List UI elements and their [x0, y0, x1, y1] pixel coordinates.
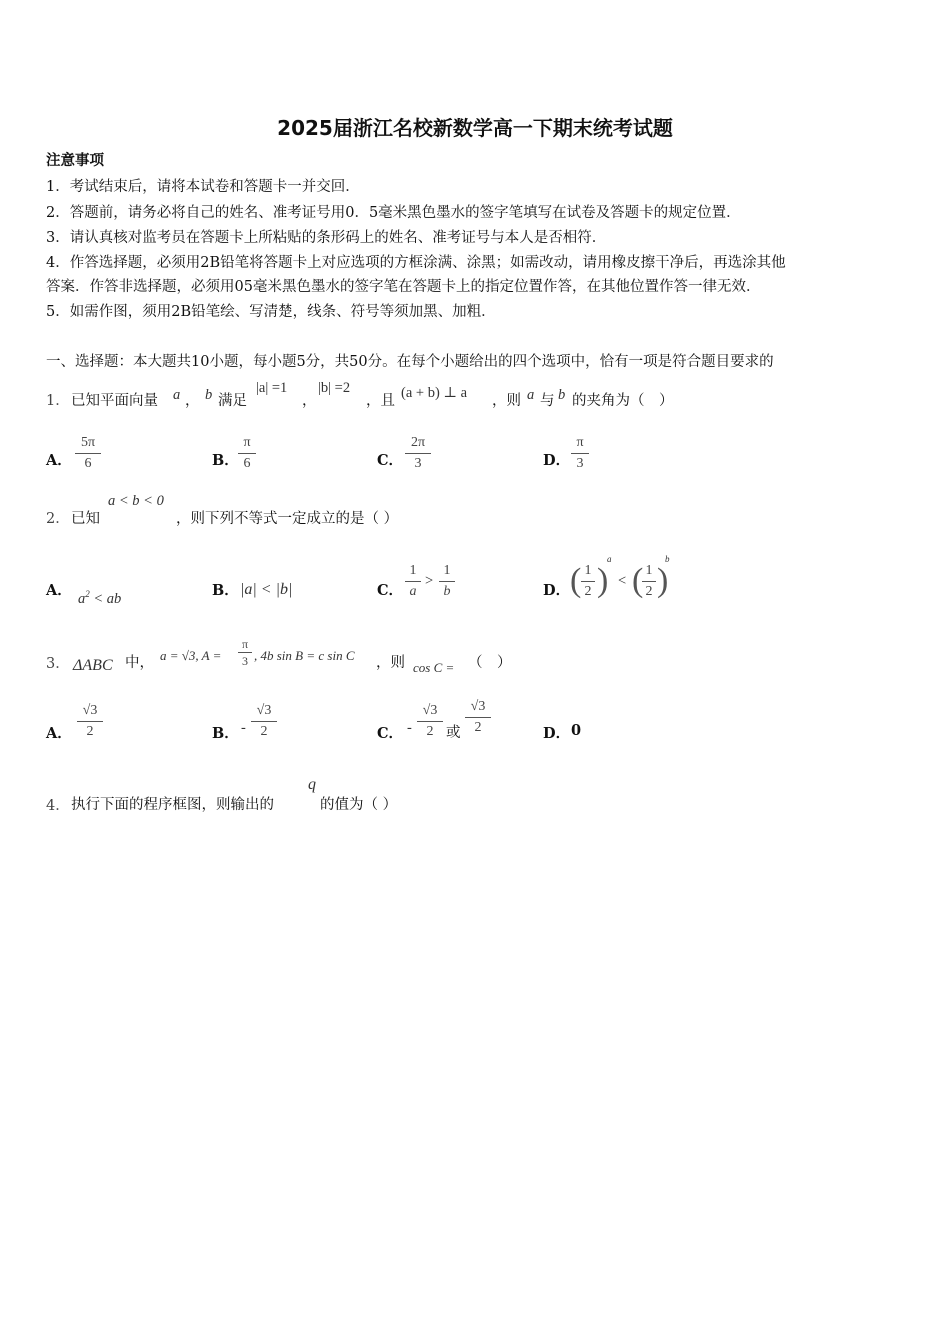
q2-number: 2． — [46, 511, 70, 527]
section-heading: 一、选择题：本大题共10小题，每小题5分，共50分。在每个小题给出的四个选项中，恰有一项是符合题目要求的 — [46, 354, 774, 370]
q3-option-a-label: A． — [46, 725, 72, 742]
q1-option-c-label: C． — [377, 452, 404, 469]
q1-option-a-value: 5π 6 — [75, 434, 101, 473]
q1-text-3: ，且 — [366, 393, 395, 409]
notice-item-1: 1．考试结束后，请将本试卷和答题卡一并交回． — [46, 179, 360, 195]
q2-condition: a < b < 0 — [108, 493, 164, 509]
q3-option-c-sign: - — [407, 720, 412, 736]
q3-option-c-or: 或 — [446, 725, 461, 741]
q2-option-d-label: D． — [543, 582, 571, 599]
q3-option-d-value: 0 — [571, 722, 582, 739]
q2-option-c-relation: > — [425, 573, 434, 589]
q4-var-q: q — [308, 776, 316, 793]
q1-cond-2: |b| =2 — [318, 380, 351, 396]
q3-condition-b: , 4b sin B = c sin C — [254, 648, 355, 663]
q2-option-b-value: |a| < |b| — [240, 581, 293, 598]
q1-option-b-value: π 6 — [238, 434, 256, 473]
q3-cos-c: cos C = — [413, 660, 455, 675]
q2-option-c-frac-1: 1 a — [405, 562, 421, 601]
q1-number: 1． — [46, 393, 70, 409]
q1-cond-3: (a + b) ⊥ a — [401, 385, 468, 401]
q1-text-1: 已知平面向量 — [71, 393, 158, 409]
q2-option-b-label: B． — [212, 582, 239, 599]
q3-option-c-value-2: √3 2 — [465, 698, 491, 737]
q1-comma: ， — [185, 393, 200, 409]
q2-option-a-value: $a^2$ < ab — [78, 589, 122, 607]
q1-text-5: 与 — [540, 393, 555, 409]
notice-item-4: 4．作答选择题，必须用2B铅笔将答题卡上对应选项的方框涂满、涂黑；如需改动，请用橡皮擦干净后，再选涂其他 — [46, 255, 786, 271]
q1-var-b2: b — [558, 387, 566, 403]
q4-text-1: 执行下面的程序框图，则输出的 — [71, 797, 274, 813]
q1-var-b: b — [205, 387, 213, 403]
q3-condition-a: a = √3, A = — [160, 648, 222, 663]
q3-triangle: ΔABC — [73, 657, 113, 674]
q3-option-a-value: √3 2 — [77, 702, 103, 741]
q3-option-c-value-1: √3 2 — [417, 702, 443, 741]
notice-item-4-cont: 答案．作答非选择题，必须用05毫米黑色墨水的签字笔在答题卡上的指定位置作答，在其他位置作答一律无效． — [46, 279, 761, 295]
q1-option-d-label: D． — [543, 452, 571, 469]
q1-option-c-value: 2π 3 — [405, 434, 431, 473]
q3-text-3: （ ） — [468, 655, 512, 671]
notice-heading: 注意事项 — [46, 152, 104, 169]
q3-number: 3． — [46, 656, 70, 672]
q1-option-a-label: A． — [46, 452, 72, 469]
q3-text-1: 中， — [125, 655, 154, 671]
q1-cond-1: |a| =1 — [256, 380, 288, 396]
q3-option-b-label: B． — [212, 725, 239, 742]
q1-text-4: ，则 — [492, 393, 521, 409]
q1-var-a: a — [173, 387, 181, 403]
q2-option-c-frac-2: 1 b — [439, 562, 455, 601]
q3-option-d-label: D． — [543, 725, 571, 742]
q1-text-2: 满足 — [218, 393, 247, 409]
q2-option-a-label: A． — [46, 582, 72, 599]
exam-page: 2025届浙江名校新数学高一下期末统考试题 注意事项 1．考试结束后，请将本试卷和答题卡一并交回． 2．答题前，请务必将自己的姓名、准考证号用0．5毫米黑色墨水的签字笔填写在试卷及答题卡的规定位置． 3．请认真核对监考员在答题卡上所粘贴的条形码上的姓名、准考证号与本人是否相符． 4．作答选择题，必须用2B铅笔将答题卡上对应选项的方框涂满、涂黑；如需改动，请用橡皮擦干净后，再选涂其他 答案．作答非选择题，必须用05毫米黑色墨水的签字笔在答题卡上的指定位置作答，在其他位置作答一律无效． 5．如需作图，须用2B铅笔绘、写清楚，线条、符号等须加黑、加粗． 一、选择题：本大题共10小题，每小题5分，共50分。在每个小题给出的四个选项中，恰有一项是符合题目要求的 1． 已知平面向量 a ， b 满足 |a| =1 ， |b| =2 ，且 (a + b) ⊥ a ，则 a 与 b 的夹角为（ ） A． 5π 6 B． π 6 C． 2π 3 D． π 3 2． 已知 a < b < 0 ，则下列不等式一定成立的是（ ） A． $a^2$ < ab B． |a| < |b| C． 1 a > 1 b D． ( 1 2 ) a < ( 1 2 ) b 3． ΔABC 中， a = √3, A = π 3 , 4b sin B = c sin C ，则 cos C = （ ） A． √3 2 B． - √3 2 C． - √3 2 或 √3 2 D． 0 4． 执行下面的程序框图，则输出的 q 的值为（ ） — [0, 0, 950, 1344]
q3-condition-angle: π 3 — [238, 637, 252, 668]
q1-option-d-value: π 3 — [571, 434, 589, 473]
q2-text-2: ，则下列不等式一定成立的是（ ） — [176, 511, 399, 527]
q2-option-c-label: C． — [377, 582, 404, 599]
q1-text-6: 的夹角为（ ） — [572, 393, 674, 409]
q3-option-b-sign: - — [241, 720, 246, 736]
page-title: 2025届浙江名校新数学高一下期末统考试题 — [277, 116, 673, 140]
q3-option-c-label: C． — [377, 725, 404, 742]
q4-number: 4． — [46, 798, 70, 814]
notice-item-2: 2．答题前，请务必将自己的姓名、准考证号用0．5毫米黑色墨水的签字笔填写在试卷及答题卡的规定位置． — [46, 205, 741, 221]
notice-item-5: 5．如需作图，须用2B铅笔绘、写清楚，线条、符号等须加黑、加粗． — [46, 304, 496, 320]
q3-option-b-value: √3 2 — [251, 702, 277, 741]
q1-var-a2: a — [527, 387, 535, 403]
q4-text-2: 的值为（ ） — [320, 797, 398, 813]
notice-item-3: 3．请认真核对监考员在答题卡上所粘贴的条形码上的姓名、准考证号与本人是否相符． — [46, 230, 607, 246]
q1-option-b-label: B． — [212, 452, 239, 469]
q2-text-1: 已知 — [71, 511, 100, 527]
q3-text-2: ，则 — [376, 655, 405, 671]
